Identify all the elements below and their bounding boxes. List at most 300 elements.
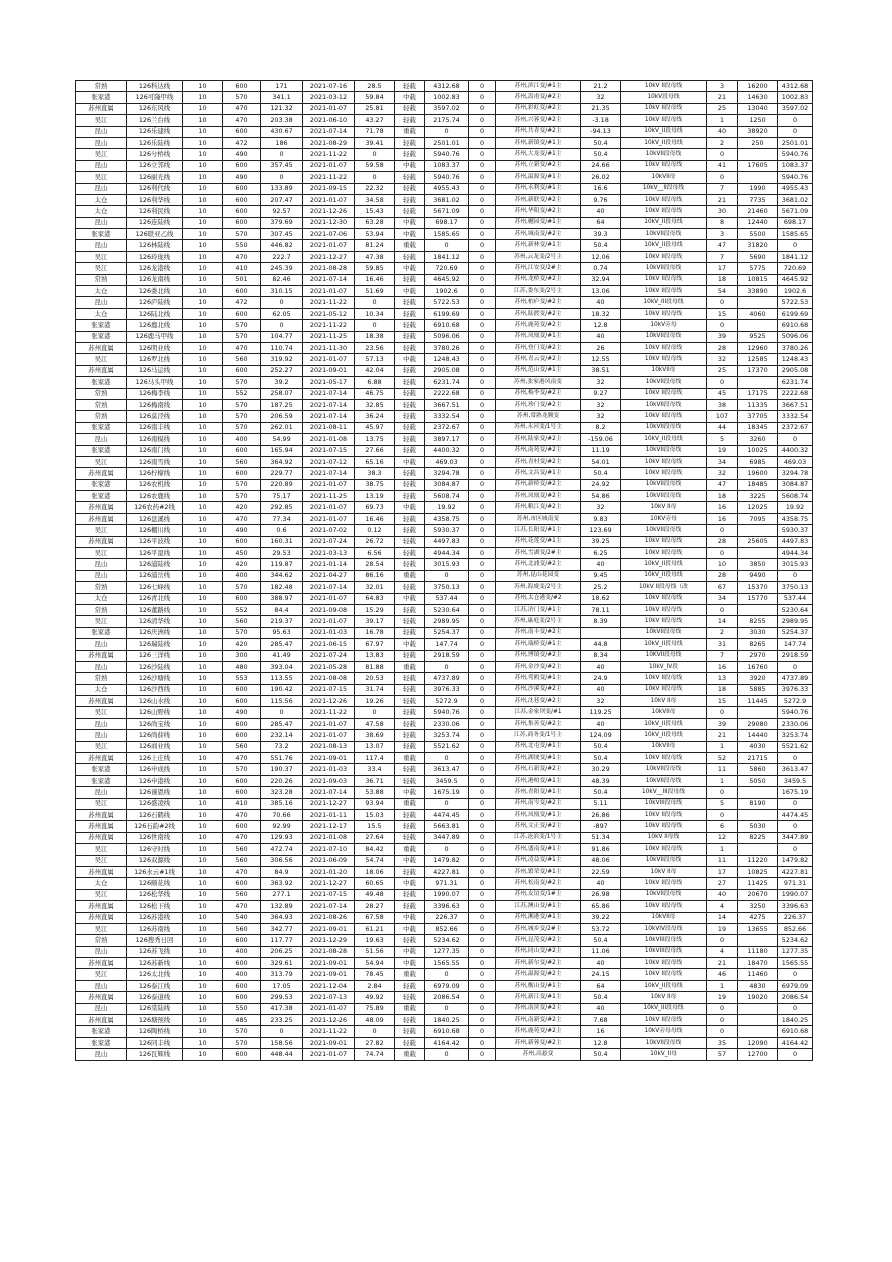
cell-load-rate: 15.29 [355,604,395,615]
cell-region: 苏州直属 [76,912,127,923]
cell-col-12: -94.13 [581,126,621,137]
cell-col-15: 5885 [738,684,778,695]
table-row [76,274,813,285]
cell-col-12: 26 [581,342,621,353]
cell-col-15: 12700 [738,1049,778,1060]
cell-col-15: 3850 [738,559,778,570]
cell-bus-segment: 10kV_II段母线 [621,980,707,991]
cell-col-10: 0 [469,229,496,240]
cell-date: 2021-05-28 [303,661,355,672]
cell-date: 2021-01-07 [303,194,355,205]
cell-region: 昆山 [76,787,127,798]
cell-capacity: 570 [223,320,261,331]
cell-region: 昆山 [76,137,127,148]
cell-col-16: 4955.43 [778,183,813,194]
cell-region: 昆山 [76,240,127,251]
cell-load-status: 轻载 [395,832,425,843]
cell-col-16: 5608.74 [778,491,813,502]
cell-count: 4 [707,901,738,912]
cell-load-status: 轻载 [395,810,425,821]
cell-voltage: 10 [183,274,223,285]
table-row [76,354,813,365]
cell-region: 昆山 [76,1049,127,1060]
cell-load-rate: 69.73 [355,502,395,513]
cell-bus-segment: 10kV II段母线 [621,604,707,615]
cell-bus-segment: 10kVII段母线 [621,525,707,536]
cell-count: 25 [707,103,738,114]
cell-col-10: 0 [469,172,496,183]
cell-col-12: 48.39 [581,775,621,786]
cell-region: 吴江 [76,707,127,718]
cell-region: 常熟 [76,582,127,593]
cell-capacity: 600 [223,194,261,205]
cell-capacity: 400 [223,570,261,581]
cell-capacity: 400 [223,434,261,445]
cell-capacity: 600 [223,775,261,786]
cell-line-name: 126鹿北线 [127,320,183,331]
cell-region: 太仓 [76,684,127,695]
cell-col-12: 50.4 [581,992,621,1003]
cell-voltage: 10 [183,1037,223,1048]
cell-col-12: 6.25 [581,548,621,559]
cell-line-name: 126泰道线 [127,992,183,1003]
cell-load-status: 轻载 [395,411,425,422]
cell-voltage: 10 [183,753,223,764]
cell-voltage: 10 [183,798,223,809]
cell-col-15: 15370 [738,582,778,593]
cell-col-12: 24.15 [581,969,621,980]
cell-load-rate: 59.58 [355,160,395,171]
cell-substation: 苏州,珍门变/#2主 [496,399,581,410]
cell-col-10: 0 [469,912,496,923]
cell-substation: 苏州,新林变/#1主 [496,240,581,251]
cell-col-10: 0 [469,399,496,410]
cell-load-status: 轻载 [395,274,425,285]
cell-count: 25 [707,365,738,376]
cell-count: 18 [707,274,738,285]
cell-substation: 苏州,海虞变/2号主 [496,582,581,593]
cell-substation: 苏州,兴蓉变/#2主 [496,115,581,126]
table-row [76,468,813,479]
cell-line-name: 126利代线 [127,183,183,194]
cell-substation: 苏州,港柏变/#1主 [496,775,581,786]
cell-capacity: 552 [223,388,261,399]
cell-load: 233.25 [261,1015,303,1026]
cell-voltage: 10 [183,923,223,934]
cell-col-10: 0 [469,479,496,490]
cell-date: 2021-07-13 [303,992,355,1003]
cell-col-12: 21.2 [581,81,621,92]
cell-load-rate: 13.75 [355,434,395,445]
table-row [76,411,813,422]
cell-col-10: 0 [469,342,496,353]
cell-load-rate: 6.56 [355,548,395,559]
cell-capacity: 550 [223,240,261,251]
cell-col-12: -897 [581,821,621,832]
cell-capacity: 570 [223,582,261,593]
cell-load-rate: 59.84 [355,92,395,103]
cell-date: 2021-11-22 [303,149,355,160]
cell-col-10: 0 [469,969,496,980]
cell-col-12: 119.25 [581,707,621,718]
cell-date: 2021-01-07 [303,286,355,297]
cell-region: 张家港 [76,491,127,502]
cell-load: 190.37 [261,764,303,775]
cell-line-name: 126瓦辉线 [127,1049,183,1060]
cell-voltage: 10 [183,183,223,194]
cell-region: 苏州直属 [76,901,127,912]
cell-col-10: 0 [469,946,496,957]
cell-load-rate: 0 [355,320,395,331]
cell-available-capacity: 1083.37 [425,160,469,171]
cell-count: 0 [707,935,738,946]
cell-line-name: 126沙陆线 [127,661,183,672]
cell-load: 165.94 [261,445,303,456]
cell-load-status: 轻载 [395,992,425,1003]
cell-col-15: 20670 [738,889,778,900]
cell-line-name: 126南雪线 [127,456,183,467]
cell-voltage: 10 [183,889,223,900]
cell-load-rate: 49.92 [355,992,395,1003]
cell-line-name: 126青北线 [127,593,183,604]
cell-region: 张家港 [76,775,127,786]
cell-col-10: 0 [469,103,496,114]
table-row [76,320,813,331]
cell-voltage: 10 [183,137,223,148]
table-row [76,616,813,627]
cell-col-15 [738,810,778,821]
cell-available-capacity: 5663.81 [425,821,469,832]
cell-col-16: 698.17 [778,217,813,228]
table-row [76,342,813,353]
cell-available-capacity: 4358.75 [425,513,469,524]
cell-col-12: 12.55 [581,354,621,365]
cell-col-15: 4030 [738,741,778,752]
cell-col-15 [738,935,778,946]
cell-load: 313.79 [261,969,303,980]
cell-col-16: 19.92 [778,502,813,513]
cell-load: 379.69 [261,217,303,228]
cell-col-16: 4164.42 [778,1037,813,1048]
cell-load-status: 轻载 [395,513,425,524]
cell-col-12: 123.69 [581,525,621,536]
cell-bus-segment: 10kVIII段母线 [621,935,707,946]
cell-bus-segment: 10kV_II段母线 [621,730,707,741]
cell-col-16: 0 [778,570,813,581]
cell-region: 太仓 [76,308,127,319]
table-row [76,229,813,240]
cell-line-name: 126同丰线 [127,1037,183,1048]
cell-substation: 江苏,金家坝变/#1 [496,707,581,718]
cell-col-12: 7.68 [581,1015,621,1026]
cell-col-15: 11460 [738,969,778,980]
cell-line-name: 126石韵#2线 [127,821,183,832]
cell-voltage: 10 [183,126,223,137]
cell-line-name: 126苏新线 [127,958,183,969]
cell-bus-segment: 10kV II段母线（改 [621,582,707,593]
cell-col-15: 5030 [738,821,778,832]
cell-substation: 苏州,盛南变/#1主 [496,844,581,855]
cell-region: 昆山 [76,297,127,308]
cell-region: 苏州直属 [76,832,127,843]
cell-line-name: 126玲珑线 [127,251,183,262]
cell-available-capacity: 1902.6 [425,286,469,297]
cell-col-15: 3250 [738,901,778,912]
cell-capacity: 560 [223,741,261,752]
cell-substation: 苏州,常熟龙腾变 [496,411,581,422]
table-row [76,172,813,183]
cell-col-10: 0 [469,639,496,650]
cell-available-capacity: 3253.74 [425,730,469,741]
cell-load-rate: 31.74 [355,684,395,695]
cell-count: 16 [707,661,738,672]
cell-load: 92.99 [261,821,303,832]
cell-bus-segment: 10kV II段母线 [621,821,707,832]
cell-load: 551.76 [261,753,303,764]
cell-load-rate: 38.3 [355,468,395,479]
cell-load-rate: 16.46 [355,274,395,285]
cell-voltage: 10 [183,616,223,627]
cell-load-status: 轻载 [395,365,425,376]
cell-region: 苏州直属 [76,992,127,1003]
cell-load: 113.55 [261,673,303,684]
cell-date: 2021-06-10 [303,115,355,126]
cell-load-status: 轻载 [395,81,425,92]
cell-load-status: 重载 [395,753,425,764]
cell-line-name: 126平波线 [127,536,183,547]
cell-available-capacity: 4227.81 [425,866,469,877]
cell-available-capacity: 1675.19 [425,787,469,798]
cell-load-status: 轻载 [395,434,425,445]
cell-capacity: 410 [223,798,261,809]
cell-bus-segment: 10kV II段母线 [621,468,707,479]
cell-col-12: 51.34 [581,832,621,843]
cell-bus-segment: 10kV II段母线 [621,342,707,353]
cell-substation: 苏州,永利变/#1主 [496,183,581,194]
cell-voltage: 10 [183,342,223,353]
cell-bus-segment: 10kV II母 [621,992,707,1003]
cell-load: 84.4 [261,604,303,615]
cell-load: 117.77 [261,935,303,946]
cell-col-16: 6231.74 [778,377,813,388]
table-row [76,593,813,604]
cell-voltage: 10 [183,661,223,672]
cell-load-rate: 27.66 [355,445,395,456]
table-row [76,126,813,137]
cell-load-rate: 47.58 [355,718,395,729]
cell-capacity: 480 [223,661,261,672]
cell-date: 2021-11-22 [303,320,355,331]
table-row [76,764,813,775]
cell-voltage: 10 [183,559,223,570]
cell-load-rate: 22.32 [355,183,395,194]
cell-col-16: 3253.74 [778,730,813,741]
cell-substation: 苏州,凤凰变/#1主 [496,331,581,342]
cell-col-15: 19600 [738,468,778,479]
cell-load: 77.34 [261,513,303,524]
cell-region: 张家港 [76,92,127,103]
cell-region: 昆山 [76,718,127,729]
cell-bus-segment: 10kVII段母线 [621,889,707,900]
cell-load-status: 中载 [395,639,425,650]
cell-substation: 苏州,友谊变/1#主 [496,889,581,900]
cell-count: 2 [707,137,738,148]
cell-region: 吴江 [76,548,127,559]
cell-region: 太仓 [76,878,127,889]
cell-available-capacity: 5722.53 [425,297,469,308]
cell-date: 2021-12-27 [303,798,355,809]
cell-count: 19 [707,923,738,934]
cell-voltage: 10 [183,604,223,615]
cell-bus-segment: 10kV II段母线 [621,115,707,126]
cell-date: 2021-07-14 [303,468,355,479]
cell-col-15: 6985 [738,456,778,467]
cell-date: 2021-08-08 [303,673,355,684]
cell-line-name: 126沙西线 [127,684,183,695]
cell-col-16: 2330.06 [778,718,813,729]
cell-available-capacity: 1990.07 [425,889,469,900]
cell-col-16: 0 [778,1049,813,1060]
cell-region: 苏州直属 [76,650,127,661]
cell-count: 13 [707,673,738,684]
cell-col-12: 50.4 [581,935,621,946]
cell-substation: 苏州,城南变/#2主 [496,229,581,240]
cell-col-15: 1990 [738,183,778,194]
cell-region: 太仓 [76,194,127,205]
cell-date: 2021-07-06 [303,229,355,240]
cell-load: 285.47 [261,639,303,650]
cell-line-name: 126柠檬线 [127,468,183,479]
cell-bus-segment: 10kVIII段母线 [621,798,707,809]
cell-capacity: 470 [223,342,261,353]
cell-col-10: 0 [469,434,496,445]
cell-col-15: 14440 [738,730,778,741]
cell-col-15: 11445 [738,696,778,707]
cell-available-capacity: 0 [425,1049,469,1060]
cell-capacity: 570 [223,764,261,775]
cell-col-12 [581,627,621,638]
cell-col-10: 0 [469,593,496,604]
cell-substation: 江苏,娄东变/2号主 [496,286,581,297]
cell-bus-segment: 10kV II母 [621,866,707,877]
cell-date: 2021-09-01 [303,365,355,376]
cell-substation: 苏州,永河变/1号主 [496,422,581,433]
cell-line-name: 126盘溪线 [127,513,183,524]
cell-bus-segment: 10kV__III段母线 [621,787,707,798]
cell-load: 357.45 [261,160,303,171]
table-row [76,878,813,889]
cell-count: 1 [707,115,738,126]
cell-load-status: 中载 [395,354,425,365]
cell-load: 190.42 [261,684,303,695]
cell-load: 385.16 [261,798,303,809]
table-row [76,456,813,467]
cell-col-12: 24.92 [581,479,621,490]
cell-available-capacity: 4400.32 [425,445,469,456]
table-row [76,832,813,843]
cell-count: 39 [707,718,738,729]
cell-line-name: 126守时线 [127,844,183,855]
cell-load-status: 轻载 [395,297,425,308]
cell-date: 2021-01-07 [303,730,355,741]
cell-col-16: 1248.43 [778,354,813,365]
table-row [76,980,813,991]
cell-capacity: 472 [223,137,261,148]
cell-col-16: 5940.76 [778,149,813,160]
cell-substation: 苏州,金沙变/#2主 [496,661,581,672]
cell-col-16: 3597.02 [778,103,813,114]
cell-count: 0 [707,604,738,615]
cell-col-12: 8.34 [581,650,621,661]
cell-col-10: 0 [469,718,496,729]
cell-col-12: 32 [581,411,621,422]
cell-bus-segment: 10kVII段母线 [621,399,707,410]
cell-count: 0 [707,525,738,536]
cell-count: 5 [707,434,738,445]
cell-capacity: 420 [223,559,261,570]
cell-region: 昆山 [76,661,127,672]
cell-available-capacity: 3750.13 [425,582,469,593]
cell-count: 0 [707,1015,738,1026]
cell-line-name: 126松华线 [127,889,183,900]
cell-col-10: 0 [469,992,496,1003]
cell-load-status: 轻载 [395,707,425,718]
cell-col-12: 12.8 [581,1037,621,1048]
cell-count: 0 [707,172,738,183]
cell-col-10: 0 [469,525,496,536]
cell-region: 吴江 [76,354,127,365]
cell-load-rate: 36.24 [355,411,395,422]
cell-col-10: 0 [469,149,496,160]
cell-date: 2021-09-03 [303,775,355,786]
cell-capacity: 553 [223,673,261,684]
cell-load-status: 轻载 [395,183,425,194]
cell-capacity: 570 [223,479,261,490]
cell-col-12: 32 [581,377,621,388]
cell-count: 0 [707,810,738,821]
table-row [76,331,813,342]
cell-date: 2021-05-17 [303,377,355,388]
cell-bus-segment: 10kV旁母母线 [621,1026,707,1037]
cell-substation: 苏州,大龙变/#1主 [496,149,581,160]
cell-load-rate: 39.17 [355,616,395,627]
cell-col-16: 3015.93 [778,559,813,570]
cell-count: 4 [707,946,738,957]
cell-line-name: 126鹿马甲线 [127,331,183,342]
cell-voltage: 10 [183,456,223,467]
cell-load: 393.04 [261,661,303,672]
cell-voltage: 10 [183,513,223,524]
cell-col-15: 10815 [738,274,778,285]
cell-line-name: 126龙南线 [127,274,183,285]
cell-available-capacity: 3897.17 [425,434,469,445]
cell-date: 2021-07-10 [303,844,355,855]
cell-col-16: 4312.68 [778,81,813,92]
cell-load-status: 轻载 [395,1015,425,1026]
cell-col-10: 0 [469,468,496,479]
cell-col-12: 22.59 [581,866,621,877]
cell-col-15: 11425 [738,878,778,889]
cell-count: 17 [707,263,738,274]
cell-voltage: 10 [183,1049,223,1060]
cell-col-12: 39.3 [581,229,621,240]
cell-available-capacity: 2905.08 [425,365,469,376]
cell-load: 104.77 [261,331,303,342]
cell-voltage: 10 [183,217,223,228]
cell-col-16: 2501.01 [778,137,813,148]
cell-load-status: 轻载 [395,251,425,262]
table-row [76,696,813,707]
